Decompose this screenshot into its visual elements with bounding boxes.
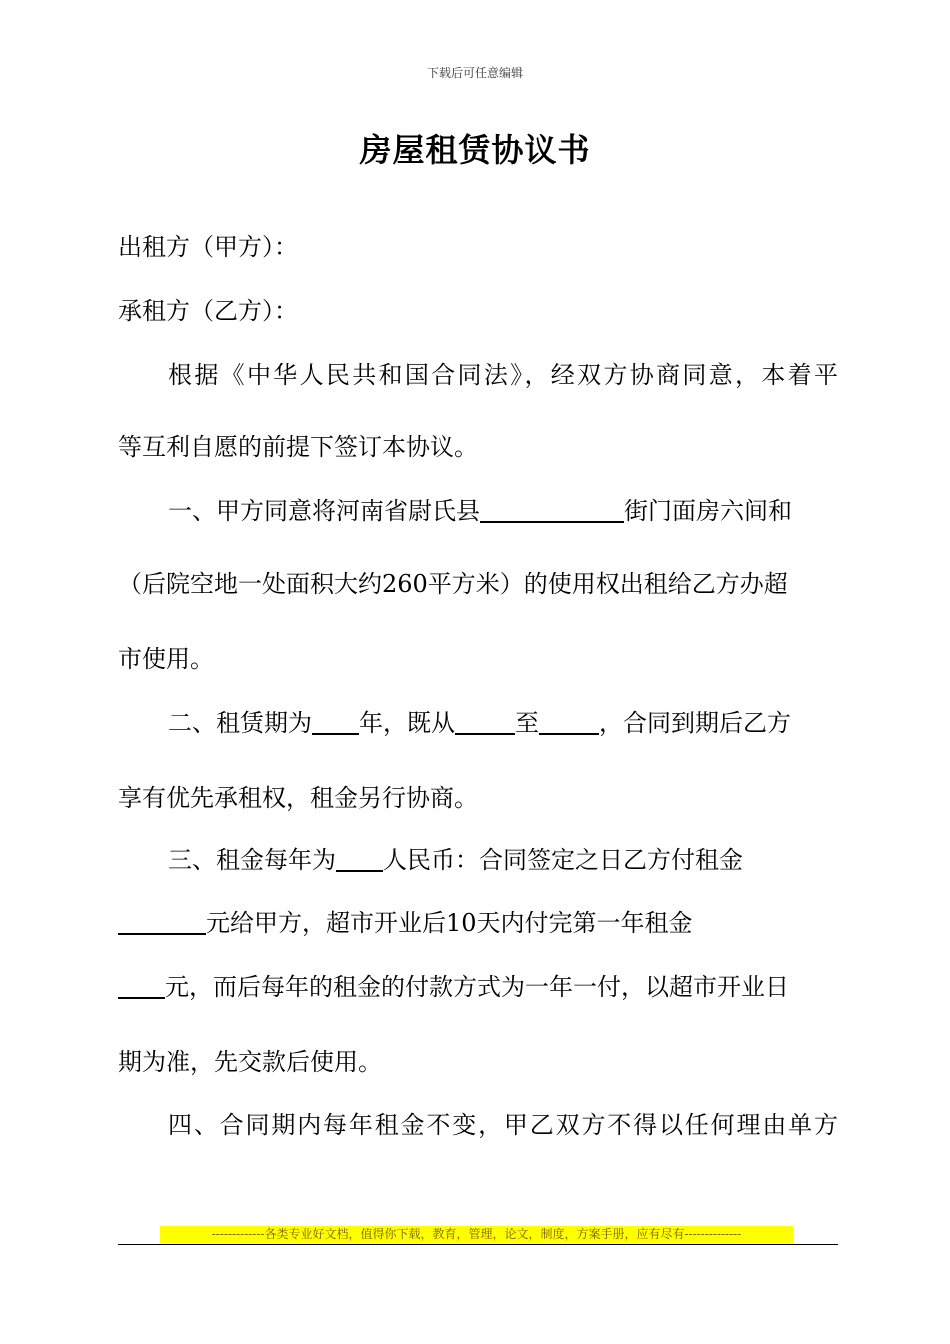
clause-2-text-a: 二、租赁期为: [168, 709, 312, 737]
footer-rule: [118, 1244, 838, 1245]
clause-4-line-1: 四、合同期内每年租金不变，甲乙双方不得以任何理由单方: [168, 1111, 838, 1139]
lessor-label: 出租方（甲方）：: [118, 233, 298, 261]
term-years-blank: [312, 709, 359, 735]
lessee-label: 承租方（乙方）：: [118, 297, 298, 325]
clause-2-text-d: ，合同到期后乙方: [599, 709, 791, 737]
clause-1-line-1: [168, 494, 838, 528]
document-title: 房屋租赁协议书: [359, 131, 591, 169]
end-date-blank: [539, 709, 599, 735]
annual-rent-blank: [336, 846, 383, 872]
street-blank: [480, 497, 624, 523]
deposit-amount-blank: [118, 909, 206, 935]
preamble-line-2: 等互利自愿的前提下签订本协议。: [118, 433, 478, 461]
clause-3-text-b: 人民币：合同签定之日乙方付租金: [383, 846, 743, 874]
clause-2-text-b: 年，既从: [359, 709, 455, 737]
start-date-blank: [455, 709, 515, 735]
clause-2-line-1: [168, 706, 838, 740]
clause-1-line-2: （后院空地一处面积大约260平方米）的使用权出租给乙方办超: [118, 570, 788, 598]
clause-1-text-a: 一、甲方同意将河南省尉氏县: [168, 497, 480, 525]
clause-1-text-b: 街门面房六间和: [624, 497, 792, 525]
clause-3-line-3: [118, 970, 838, 1004]
clause-3-text-c: 元给甲方，超市开业后10天内付完第一年租金: [206, 909, 693, 937]
clause-2-text-c: 至: [515, 709, 539, 737]
header-note: 下载后可任意编辑: [426, 66, 523, 80]
clause-1-line-3: 市使用。: [118, 645, 214, 673]
clause-3-text-d: 元，而后每年的租金的付款方式为一年一付，以超市开业日: [165, 973, 789, 1001]
footer-banner: -------------各类专业好文档，值得你下载，教育，管理，论文，制度，方案手册，应有尽有--------------: [160, 1226, 793, 1243]
clause-3-text-a: 三、租金每年为: [168, 846, 336, 874]
clause-2-line-2: 享有优先承租权，租金另行协商。: [118, 784, 478, 812]
preamble-line-1: 根据《中华人民共和国合同法》，经双方协商同意，本着平: [168, 361, 838, 389]
first-year-rent-blank: [118, 973, 165, 999]
clause-3-line-1: [168, 843, 838, 877]
clause-3-line-4: 期为准，先交款后使用。: [118, 1048, 382, 1076]
clause-3-line-2: [118, 906, 838, 940]
